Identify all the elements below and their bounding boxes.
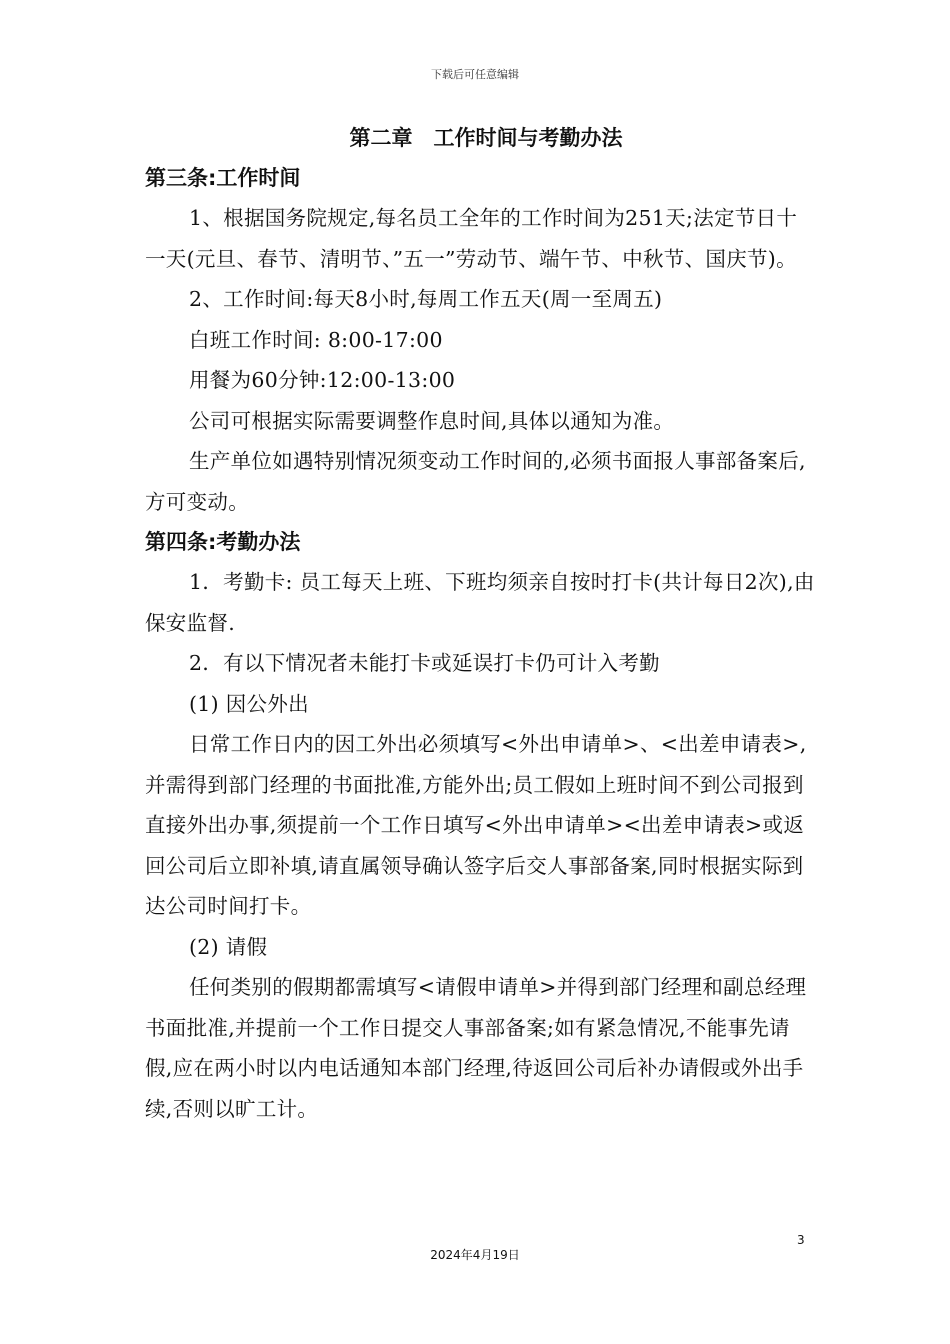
paragraph: 1、根据国务院规定,每名员工全年的工作时间为251天;法定节日十一天(元旦、春节、清明节、”五一”劳动节、端午节、中秋节、国庆节)。 bbox=[145, 206, 798, 271]
paragraph: (1) 因公外出 bbox=[189, 691, 309, 716]
document-body bbox=[145, 118, 817, 1129]
paragraph: 生产单位如遇特别情况须变动工作时间的,必须书面报人事部备案后,方可变动。 bbox=[145, 449, 806, 514]
paragraph: 2．有以下情况者未能打卡或延误打卡仍可计入考勤 bbox=[189, 651, 660, 675]
paragraph: 白班工作时间: 8:00-17:00 bbox=[189, 327, 443, 352]
paragraph: 1．考勤卡: 员工每天上班、下班均须亲自按时打卡(共计每日2次),由保安监督. bbox=[145, 570, 815, 635]
article-4-title: 第四条:考勤办法 bbox=[145, 530, 301, 554]
header-note: 下载后可任意编辑 bbox=[431, 68, 519, 81]
page-number: 3 bbox=[797, 1233, 805, 1247]
chapter-title: 第二章 工作时间与考勤办法 bbox=[349, 126, 623, 150]
footer-date: 2024年4月19日 bbox=[430, 1248, 520, 1262]
paragraph: 日常工作日内的因工外出必须填写<外出申请单>、<出差申请表>,并需得到部门经理的书面批准,方能外出;员工假如上班时间不到公司报到直接外出办事,须提前一个工作日填写<外出申请单><出差申请表>或返回公司后立即补填,请直属领导确认签字后交人事部备案,同时根据实际到达公司时间打卡。 bbox=[145, 732, 807, 918]
paragraph: 用餐为60分钟:12:00-13:00 bbox=[189, 368, 456, 392]
paragraph: 2、工作时间:每天8小时,每周工作五天(周一至周五) bbox=[189, 287, 663, 311]
article-3-title: 第三条:工作时间 bbox=[145, 166, 301, 190]
paragraph: 公司可根据实际需要调整作息时间,具体以通知为准。 bbox=[189, 408, 675, 433]
paragraph: 任何类别的假期都需填写<请假申请单>并得到部门经理和副总经理书面批准,并提前一个工作日提交人事部备案;如有紧急情况,不能事先请假,应在两小时以内电话通知本部门经理,待返回公司后补办请假或外出手续,否则以旷工计。 bbox=[145, 975, 807, 1121]
paragraph: (2) 请假 bbox=[189, 934, 268, 959]
